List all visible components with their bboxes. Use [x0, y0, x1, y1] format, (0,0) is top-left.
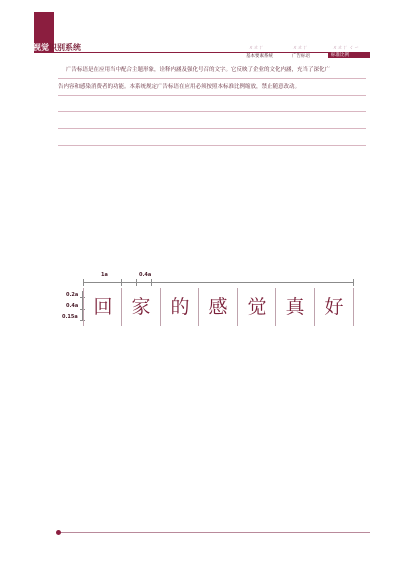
dim-top-line [83, 282, 353, 283]
tab-1-script: ㄨㄤㄚ [248, 45, 264, 51]
dim-tick [353, 279, 354, 286]
title-rest: 识别系统 [49, 42, 81, 52]
dim-tick [136, 279, 137, 286]
title-prefix: 视觉 [33, 42, 49, 52]
dim-top-1a: 1a [101, 272, 108, 278]
description-line-1: 广告标语是在应用当中配合主题形象，诠释内涵及强化号召的文字。它反映了企业的文化内涵，充当了深化广 [66, 67, 331, 73]
dim-top-04a: 0.4a [139, 272, 152, 278]
text-rule-5 [58, 145, 366, 146]
slogan-separator [353, 288, 354, 326]
footer-dot [56, 530, 61, 535]
dim-left-02a: 0.2a [66, 292, 79, 298]
tab-standard-ratio[interactable]: 标准比例 [328, 52, 370, 58]
slogan-char: 的 [170, 296, 190, 318]
dim-tick [83, 279, 84, 286]
tab-2-script: ㄨㄤㄚ [292, 45, 308, 51]
slogan-char: 家 [131, 296, 151, 318]
text-rule-1 [58, 78, 366, 79]
tab-slogan[interactable]: 广告标语 [292, 54, 310, 59]
slogan-char: 觉 [247, 296, 267, 318]
slogan-char: 好 [324, 296, 344, 318]
dim-left-04a: 0.4a [66, 303, 79, 309]
dim-tick [121, 279, 122, 286]
description-line-2: 告内容和感染消费者的功能。本系统规定广告标语在应用必须按照本标准比例缩放，禁止随意改动。 [58, 84, 301, 90]
text-rule-2 [58, 95, 366, 96]
tab-3-script: ㄨㄤㄚ ㄑㄧ [332, 45, 359, 51]
header-rule [34, 52, 368, 53]
tab-basic-elements[interactable]: 基本要素系统 [246, 54, 273, 59]
slogan-char: 真 [285, 296, 305, 318]
text-rule-3 [58, 111, 366, 112]
slogan-char: 感 [208, 296, 228, 318]
footer-rule [58, 532, 370, 533]
text-rule-4 [58, 128, 366, 129]
dim-left-015a: 0.15a [62, 314, 78, 320]
slogan-char: 回 [93, 296, 113, 318]
dim-tick [151, 279, 152, 286]
